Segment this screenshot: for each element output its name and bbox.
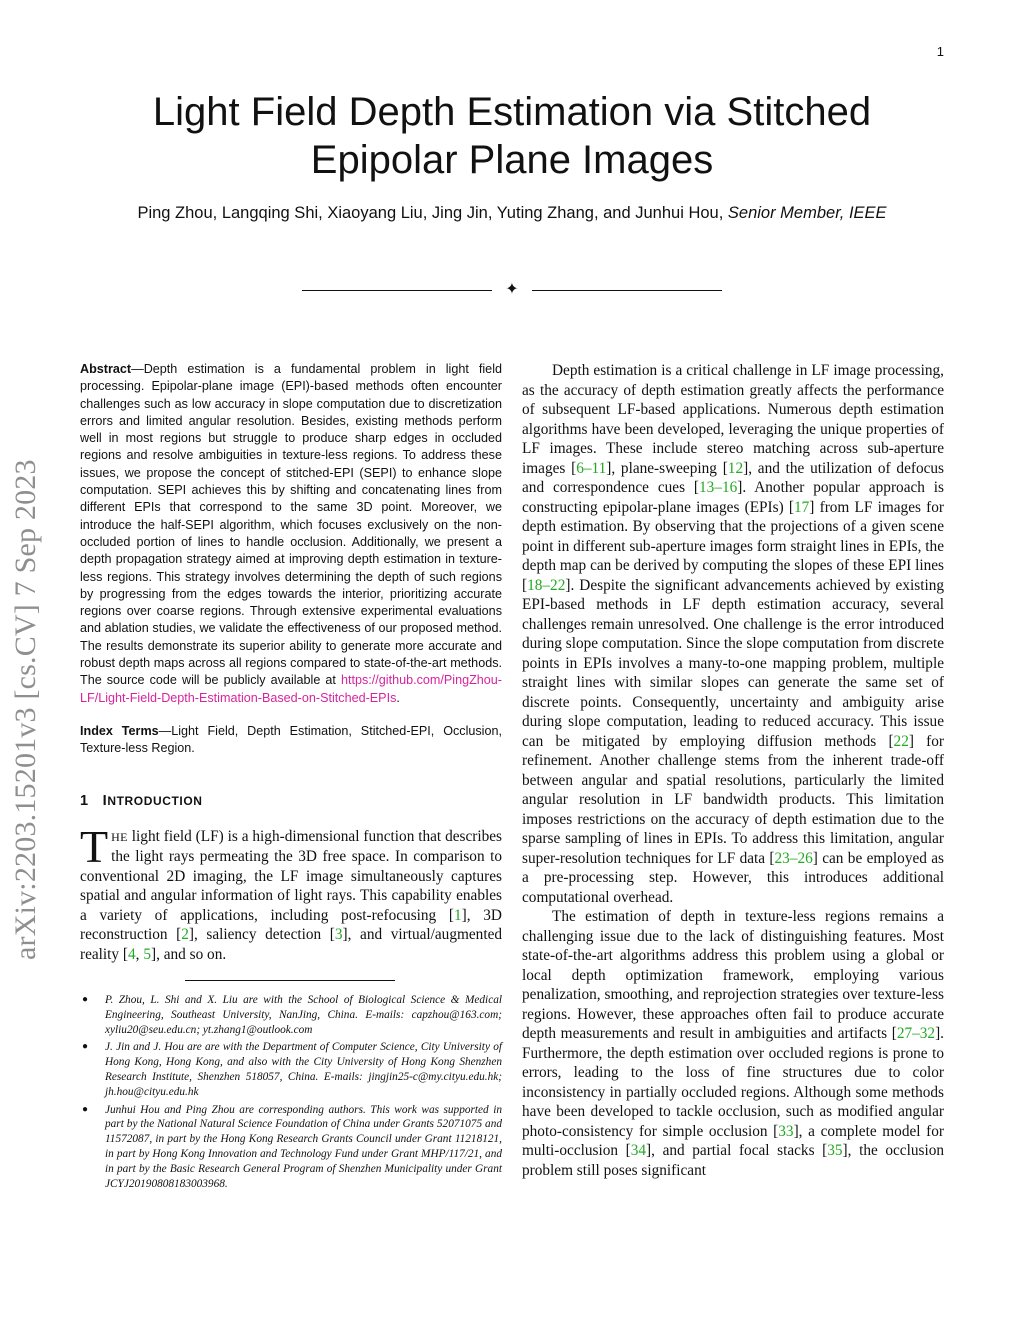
intro-text: ], 3D reconstruction [ bbox=[80, 906, 502, 944]
citation-link[interactable]: 4 bbox=[128, 945, 136, 963]
author-line bbox=[40, 202, 984, 224]
citation-link[interactable]: 2 bbox=[181, 926, 189, 944]
body-text: ], and the utilization of defocus and correspondence cues [ bbox=[522, 459, 945, 496]
citation-link[interactable]: 27–32 bbox=[896, 1025, 936, 1042]
body-text: The estimation of depth in texture-less regions remains a challenging issue due to the lack of distinguishing features. Most state-of-the-art algorithms address this problem using a global or local depth optimization framework, employing various penalization, smoothing, and reprojection strategies over texture-less regions. However, these approaches often fail to produce accurate depth measurements and result in ambiguities and artifacts [ bbox=[522, 908, 944, 1042]
abstract bbox=[80, 361, 502, 707]
citation-link[interactable]: 17 bbox=[794, 498, 810, 516]
citation-link[interactable]: 5 bbox=[143, 945, 151, 963]
intro-text: ], and virtual/augmented reality [ bbox=[80, 926, 503, 963]
body-text: ]. Despite the significant advancements achieved by existing EPI-based methods in LF depth estimation accuracy, several challenges remain unresolved. One challenge is the error introduced during slope computation. Since the slope computation from discrete points in EPIs involves a many-to-one mapping problem, multiple straight lines with similar slopes can generate the same set of discrete points. Consequently, uncertainty and ambiguity arise during slope computation, leading to reduced accuracy. This issue can be mitigated by employing diffusion methods [ bbox=[522, 576, 944, 750]
body-text: ], the occlusion problem still poses significant bbox=[522, 1142, 944, 1179]
body-text: ], and partial focal stacks [ bbox=[646, 1142, 828, 1159]
footnote-funding bbox=[80, 1103, 502, 1192]
citation-link[interactable]: 23–26 bbox=[774, 849, 813, 867]
bullet-icon: ● bbox=[82, 1041, 89, 1053]
citation-link[interactable]: 35 bbox=[827, 1142, 843, 1159]
citation-link[interactable]: 1 bbox=[454, 906, 462, 924]
body-text: ], a complete model for multi-occlusion [ bbox=[522, 1122, 945, 1159]
citation-link[interactable]: 13–16 bbox=[699, 479, 738, 496]
body-text: ] for refinement. Another challenge stems from the inherent trade-off between angular and spatial resolutions, particularly the limited angular resolution in LF bandwidth products. This limitation imposes restrictions on the accuracy of depth estimation due to the sparse sampling of lines in EPIs. To address this limitation, angular super-resolution techniques for LF data [ bbox=[522, 732, 944, 867]
citation-link[interactable]: 33 bbox=[778, 1122, 794, 1140]
footnote-text: P. Zhou, L. Shi and X. Liu are with the School of Biological Science & Medical Engineering, Southeast University, NanJing, China. E-mails: capzhou@163.com; xyliu20@seu.edu.cn; yt.zhang1@outlook.com bbox=[105, 994, 502, 1036]
citation-link[interactable]: 6–11 bbox=[576, 459, 607, 477]
body-text: ]. Furthermore, the depth estimation over occluded regions is prone to errors, leading to the loss of fine structures due to color inconsistency in partially occluded regions. Although some methods have been developed to tackle occlusion, such as modified angular photo-consistency for simple occlusion [ bbox=[522, 1025, 944, 1140]
page-number: 1 bbox=[936, 44, 944, 59]
bullet-icon: ● bbox=[82, 1103, 89, 1115]
intro-text: light field (LF) is a high-dimensional function that describes the light rays permeating the 3D free space. In comparison to conventional 2D imaging, the LF image simultaneously captures spatial and angular information of light rays. This capability enables a variety of applications, including post-refocusing [ bbox=[80, 827, 502, 924]
citation-link[interactable]: 3 bbox=[334, 926, 343, 944]
section-number: 1 bbox=[80, 792, 89, 809]
footnotes bbox=[80, 993, 502, 1191]
intro-text: , bbox=[135, 945, 144, 963]
footnote-affiliation-cityu bbox=[80, 1040, 502, 1099]
body-paragraph-1 bbox=[522, 361, 944, 907]
arxiv-identifier: arXiv:2203.15201v3 [cs.CV] 7 Sep 2023 bbox=[9, 459, 42, 960]
paper-title: Light Field Depth Estimation via Stitched Epipolar Plane Images bbox=[152, 90, 872, 182]
divider-star-icon: ✦ bbox=[505, 281, 519, 298]
left-column bbox=[80, 361, 502, 1194]
index-terms bbox=[80, 723, 502, 758]
source-code-link[interactable]: https://github.com/PingZhou-LF/Light-Field-Depth-Estimation-Based-on-Stitched-EPIs bbox=[80, 673, 502, 705]
dropcap: T bbox=[80, 820, 109, 872]
citation-link[interactable]: 12 bbox=[727, 459, 744, 477]
citation-link[interactable]: 22 bbox=[893, 732, 909, 750]
footnote-rule bbox=[185, 980, 395, 981]
intro-smallcaps: HE bbox=[111, 829, 128, 844]
body-text: ] can be employed as a pre-processing step. However, this introduces additional computational overhead. bbox=[522, 849, 944, 906]
body-paragraph-2 bbox=[522, 907, 944, 1180]
author-names: Ping Zhou, Langqing Shi, Xiaoyang Liu, Jing Jin, Yuting Zhang, and Junhui Hou, bbox=[137, 204, 724, 222]
divider-line-right bbox=[532, 290, 722, 291]
right-column bbox=[522, 361, 944, 1180]
body-text: ]. Another popular approach is constructing epipolar-plane images (EPIs) [ bbox=[522, 479, 945, 516]
author-membership: Senior Member, IEEE bbox=[727, 204, 887, 222]
body-text: ], plane-sweeping [ bbox=[606, 459, 728, 477]
section-title-rest: NTRODUCTION bbox=[107, 793, 203, 808]
index-terms-text: —Light Field, Depth Estimation, Stitched-EPI, Occlusion, Texture-less Region. bbox=[80, 723, 502, 756]
footnote-affiliation-seu bbox=[80, 993, 502, 1037]
abstract-end: . bbox=[396, 690, 400, 705]
divider-line-left bbox=[302, 290, 492, 291]
section-heading-introduction bbox=[80, 791, 502, 811]
index-terms-label: Index Terms bbox=[80, 723, 159, 738]
intro-text: ], and so on. bbox=[150, 945, 227, 963]
body-text: Depth estimation is a critical challenge in LF image processing, as the accuracy of depth estimation greatly affects the performance of subsequent LF-based applications. Numerous depth estimation algorithms have been developed, leveraging the unique properties of LF images. These include stereo matching across sub-aperture images [ bbox=[522, 362, 944, 477]
bullet-icon: ● bbox=[82, 994, 89, 1006]
body-text: ] from LF images for depth estimation. By observing that the projections of a given scene point in different sub-aperture images form straight lines in EPIs, the depth map can be derived by computing the slopes of these EPI lines [ bbox=[522, 498, 944, 594]
abstract-label: Abstract bbox=[80, 362, 132, 376]
citation-link[interactable]: 34 bbox=[630, 1142, 647, 1159]
abstract-text: —Depth estimation is a fundamental problem in light field processing. Epipolar-plane image (EPI)-based methods often encounter challenges such as low accuracy in slope computation due to discretization errors and limited angular resolution. Besides, existing methods perform well in most regions but struggle to produce sharp edges in occluded regions and resolve ambiguities in texture-less regions. To address these issues, we propose the concept of stitched-EPI (SEPI) to enhance slope computation. SEPI achieves this by shifting and concatenating lines from different EPIs that correspond to the same 3D point. Moreover, we introduce the half-SEPI algorithm, which focuses exclusively on the non-occluded portion of lines to handle occlusion. Additionally, we present a depth propagation strategy aimed at improving depth estimation in texture-less regions. This strategy involves determining the depth of such regions by progressing from the edges towards the interior, prioritizing accurate regions over coarse regions. Through extensive experimental evaluations and ablation studies, we validate the effectiveness of our proposed method. The results demonstrate its superior ability to generate more accurate and robust depth maps across all regions compared to state-of-the-art methods. The source code will be publicly available at bbox=[80, 362, 502, 688]
intro-paragraph bbox=[80, 820, 503, 965]
section-title-initial: I bbox=[102, 792, 108, 809]
citation-link[interactable]: 18–22 bbox=[527, 576, 566, 594]
title-divider bbox=[302, 280, 722, 304]
footnote-text: Junhui Hou and Ping Zhou are corresponding authors. This work was supported in part by the National Natural Science Foundation of China under Grants 52071075 and 11572087, in part by the Hong Kong Research Grants Council under Grant 11218121, in part by Hong Kong Innovation and Technology Fund under Grant MHP/117/21, and in part by the Basic Research General Program of Shenzhen Municipality under Grant JCYJ20190808183003968. bbox=[105, 1103, 502, 1190]
intro-text: ], saliency detection [ bbox=[188, 926, 335, 944]
footnote-text: J. Jin and J. Hou are are with the Department of Computer Science, City University of Hong Kong, Hong Kong, and also with the City University of Hong Kong Shenzhen Research Institute, Shenzhen 518057, China. E-mails: jingjin25-c@my.cityu.edu.hk; jh.hou@cityu.edu.hk bbox=[105, 1041, 502, 1098]
